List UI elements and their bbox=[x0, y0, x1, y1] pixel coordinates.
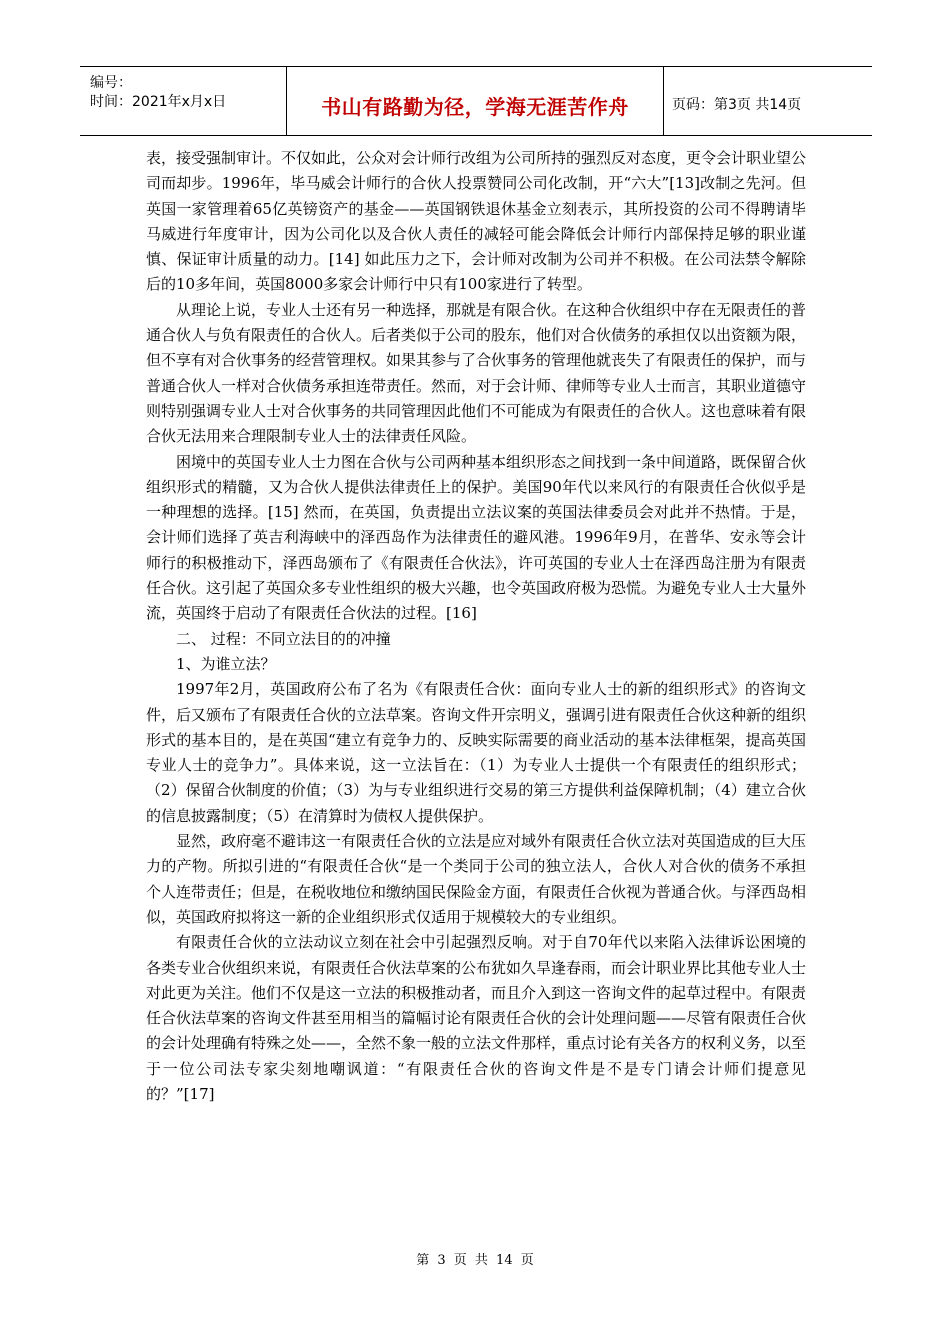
body-paragraph: 显然，政府毫不避讳这一有限责任合伙的立法是应对域外有限责任合伙立法对英国造成的巨大压力的产物。所拟引进的“有限责任合伙“是一个类同于公司的独立法人，合伙人对合伙的债务不承担个人连带责任；但是，在税收地位和缴纳国民保险金方面，有限责任合伙视为普通合伙。与泽西岛相似，英国政府拟将这一新的企业组织形式仅适用于规模较大的专业组织。 bbox=[146, 832, 807, 926]
body-paragraph: 困境中的英国专业人士力图在合伙与公司两种基本组织形态之间找到一条中间道路，既保留合伙组织形式的精髓，又为合伙人提供法律责任上的保护。美国90年代以来风行的有限责任合伙似乎是一种理想的选择。[15] 然而，在英国，负责提出立法议案的英国法律委员会对此并不热情。于是，会计师们选择了英吉利海峡中的泽西岛作为法律责任的避风港。1996年9月，在普华、安永等会计师行的积极推动下，泽西岛颁布了《有限责任合伙法》，许可英国的专业人士在泽西岛注册为有限责任合伙。这引起了英国众多专业性组织的极大兴趣，也令英国政府极为恐慌。为避免专业人士大量外流，英国终于启动了有限责任合伙法的过程。[16] bbox=[146, 452, 807, 623]
header-motto-cell bbox=[287, 67, 664, 135]
document-date: 时间：2021年x月x日 bbox=[90, 94, 227, 110]
subsection-heading: 1、为谁立法？ bbox=[176, 654, 276, 673]
body-paragraph: 表，接受强制审计。不仅如此，公众对会计师行改组为公司所持的强烈反对态度，更令会计职业望公司而却步。1996年，毕马威会计师行的合伙人投票赞同公司化改制，开“六大”[13]改制之先河。但英国一家管理着65亿英镑资产的基金——英国钢铁退休基金立刻表示，其所投资的公司不得聘请毕马威进行年度审计，因为公司化以及合伙人责任的减轻可能会降低会计师行内部保持足够的职业谨慎、保证审计质量的动力。[14] 如此压力之下，会计师对改制为公司并不积极。在公司法禁令解除后的10多年间，英国8000多家会计师行中只有100家进行了转型。 bbox=[146, 149, 807, 294]
header-page-cell bbox=[664, 67, 872, 135]
header-page-info: 页码：第3页 共14页 bbox=[672, 97, 802, 113]
header-info-cell bbox=[80, 67, 287, 135]
page-footer: 第 3 页 共 14 页 bbox=[416, 1253, 534, 1268]
page-header bbox=[80, 66, 872, 136]
header-motto: 书山有路勤为径，学海无涯苦作舟 bbox=[321, 95, 629, 119]
document-number-label: 编号： bbox=[90, 75, 132, 91]
body-paragraph: 从理论上说，专业人士还有另一种选择，那就是有限合伙。在这种合伙组织中存在无限责任的普通合伙人与负有限责任的合伙人。后者类似于公司的股东，他们对合伙债务的承担仅以出资额为限，但不享有对合伙事务的经营管理权。如果其参与了合伙事务的管理他就丧失了有限责任的保护，而与普通合伙人一样对合伙债务承担连带责任。然而，对于会计师、律师等专业人士而言，其职业道德守则特别强调专业人士对合伙事务的共同管理因此他们不可能成为有限责任的合伙人。这也意味着有限合伙无法用来合理限制专业人士的法律责任风险。 bbox=[146, 300, 807, 446]
document-body bbox=[146, 146, 806, 1107]
body-paragraph: 1997年2月，英国政府公布了名为《有限责任合伙：面向专业人士的新的组织形式》的咨询文件，后又颁布了有限责任合伙的立法草案。咨询文件开宗明义，强调引进有限责任合伙这种新的组织形式的基本目的，是在英国“建立有竞争力的、反映实际需要的商业活动的基本法律框架，提高英国专业人士的竞争力”。具体来说，这一立法旨在：（1）为专业人士提供一个有限责任的组织形式；（2）保留合伙制度的价值；（3）为与专业组织进行交易的第三方提供利益保障机制；（4）建立合伙的信息披露制度；（5）在清算时为债权人提供保护。 bbox=[146, 680, 807, 825]
section-heading: 二、 过程：不同立法目的的冲撞 bbox=[176, 629, 391, 648]
body-paragraph: 有限责任合伙的立法动议立刻在社会中引起强烈反响。对于自70年代以来陷入法律诉讼困境的各类专业合伙组织来说，有限责任合伙法草案的公布犹如久旱逢春雨，而会计职业界比其他专业人士对此更为关注。他们不仅是这一立法的积极推动者，而且介入到这一咨询文件的起草过程中。有限责任合伙法草案的咨询文件甚至用相当的篇幅讨论有限责任合伙的会计处理问题——尽管有限责任合伙的会计处理确有特殊之处——，全然不象一般的立法文件那样，重点讨论有关各方的权利义务，以至于一位公司法专家尖刻地嘲讽道：“有限责任合伙的咨询文件是不是专门请会计师们提意见的？”[17] bbox=[146, 933, 807, 1103]
